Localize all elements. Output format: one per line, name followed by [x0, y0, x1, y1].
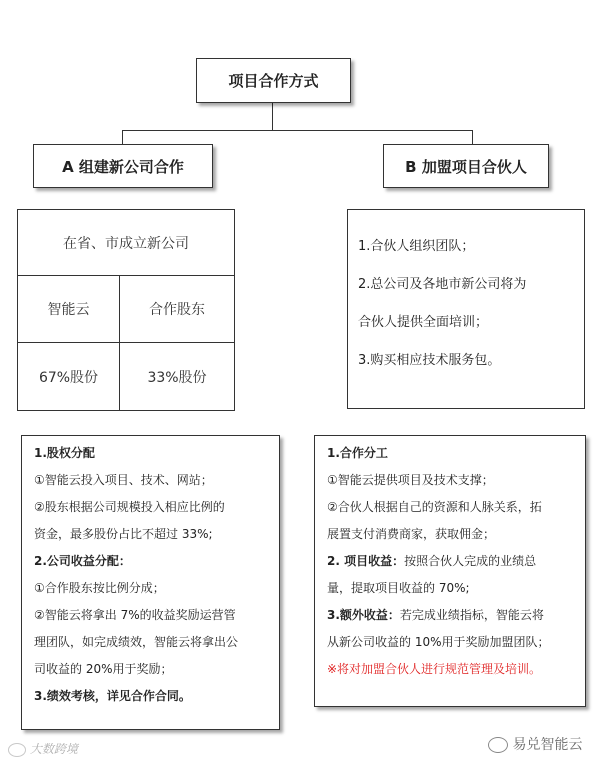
detail-line: ①智能云投入项目、技术、网站； [34, 473, 213, 487]
watermark-right-text: 易兑智能云 [512, 737, 583, 753]
detail-line: ①智能云提供项目及技术支撑； [327, 473, 494, 487]
detail-heading: 2.公司收益分配： [34, 554, 131, 568]
connector-horizontal [122, 130, 473, 131]
detail-note: ※将对加盟合伙人进行规范管理及培训。 [327, 662, 542, 676]
branch-a-details [21, 435, 280, 730]
connector-b-down [472, 130, 473, 144]
party-label: 智能云 [47, 302, 90, 318]
detail-line [327, 602, 581, 629]
list-item: 3.购买相应技术服务包。 [358, 353, 501, 368]
branch-b-details [314, 435, 586, 707]
root-title: 项目合作方式 [228, 72, 319, 90]
detail-text: 若完成业绩指标，智能云将 [399, 608, 544, 622]
table-header: 在省、市成立新公司 [63, 235, 189, 252]
share-cell [17, 342, 120, 411]
detail-line: ②智能云将拿出 7%的收益奖励运营管 [34, 608, 236, 622]
detail-line [327, 548, 581, 575]
branch-b-title: B 加盟项目合伙人 [405, 157, 527, 176]
detail-line: 量，提取项目收益的 70%; [327, 581, 470, 595]
partner-steps-box [347, 209, 585, 409]
detail-line: ②合伙人根据自己的资源和人脉关系，拓 [327, 500, 542, 514]
branch-a-title: A 组建新公司合作 [62, 157, 184, 176]
list-item: 1.合伙人组织团队； [358, 239, 475, 254]
list-item: 合伙人提供全面培训； [358, 315, 489, 330]
party-label: 合作股东 [149, 302, 205, 318]
detail-line: 展置支付消费商家，获取佣金； [327, 527, 496, 541]
weibo-icon [8, 743, 26, 757]
root-node [196, 58, 351, 103]
watermark-right [488, 734, 582, 754]
watermark-left [8, 740, 78, 757]
detail-heading: 2. 项目收益： [327, 554, 405, 568]
share-label: 33%股份 [147, 369, 207, 386]
detail-line: 从新公司收益的 10%用于奖励加盟团队； [327, 635, 550, 649]
detail-line: 理团队，如完成绩效，智能云将拿出公 [34, 635, 239, 649]
share-label: 67%股份 [38, 369, 99, 386]
detail-line: 资金，最多股份占比不超过 33%; [34, 527, 213, 541]
branch-b-node [383, 144, 549, 188]
detail-text: 按照合伙人完成的业绩总 [404, 554, 537, 568]
detail-heading: 1.股权分配 [34, 446, 95, 460]
list-item: 2.总公司及各地市新公司将为 [358, 277, 527, 292]
detail-line: ①合作股东按比例分成； [34, 581, 165, 595]
table-header-cell [17, 209, 235, 276]
connector-a-down [122, 130, 123, 144]
detail-heading: 1.合作分工 [327, 446, 388, 460]
detail-line: 司收益的 20%用于奖励； [34, 662, 173, 676]
detail-heading: 3.绩效考核，详见合作合同。 [34, 689, 191, 703]
share-cell [119, 342, 235, 411]
watermark-left-text: 大数跨境 [29, 742, 78, 756]
connector-root-down [272, 102, 273, 130]
detail-heading: 3.额外收益： [327, 608, 400, 622]
party-cell [119, 275, 235, 343]
wechat-icon [488, 737, 508, 753]
detail-line: ②股东根据公司规模投入相应比例的 [34, 500, 225, 514]
branch-a-node [33, 144, 213, 188]
party-cell [17, 275, 120, 343]
